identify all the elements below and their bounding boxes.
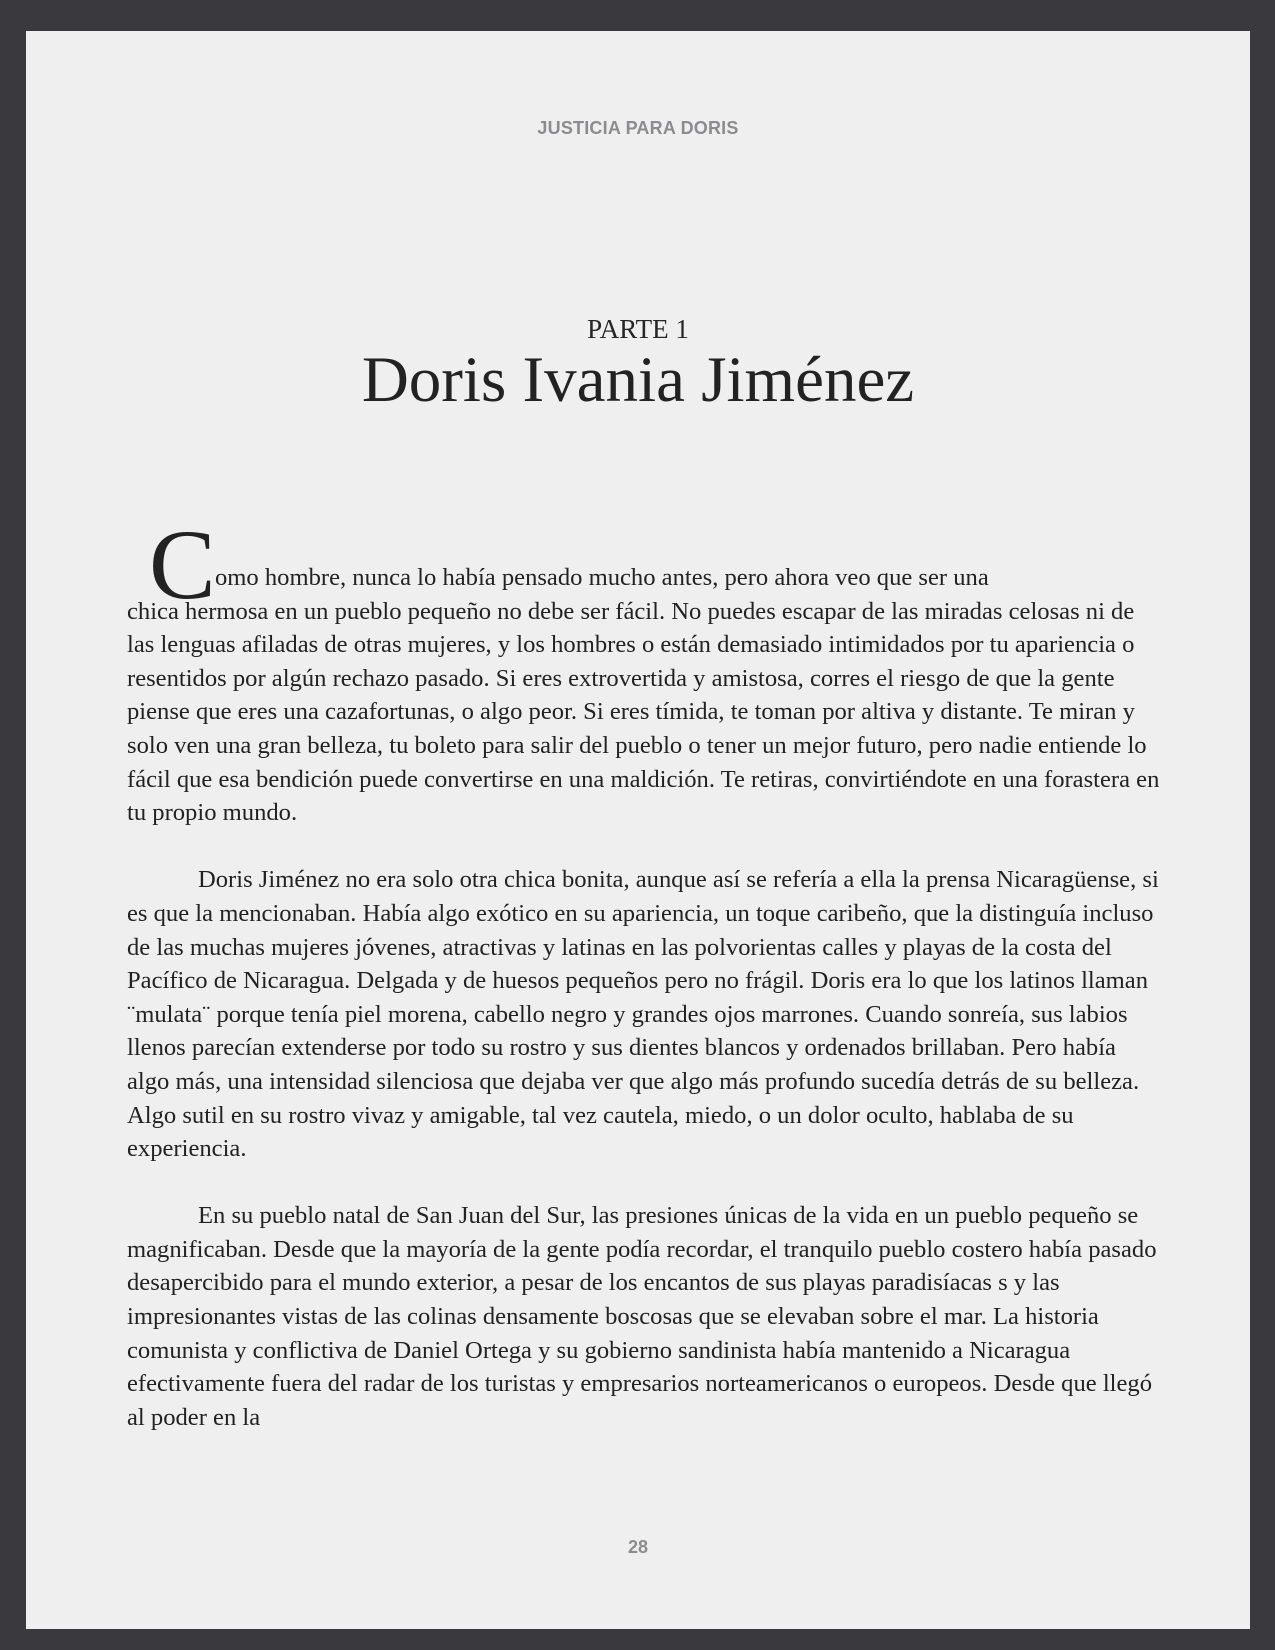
paragraph-3: En su pueblo natal de San Juan del Sur, las presiones únicas de la vida en un pueblo pequeño se magnificaban. Desde que la mayoría de la gente podía recordar, el tranquilo pueblo costero había pasado desapercibido para el mundo exterior, a pesar de los encantos de sus playas paradisíacas s y las impresionantes vistas de las colinas densamente boscosas que se elevaban sobre el mar. La historia comunista y conflictiva de Daniel Ortega y su gobierno sandinista había mantenido a Nicaragua efectivamente fuera del radar de los turistas y empresarios norteamericanos o europeos. Desde que llegó al poder en la [127, 1202, 1157, 1431]
paragraph-1-rest: chica hermosa en un pueblo pequeño no debe ser fácil. No puedes escapar de las miradas celosas ni de las lenguas afiladas de otras mujeres, y los hombres o están demasiado intimidados por tu apariencia o resentidos por algún rechazo pasado. Si eres extrovertida y amistosa, corres el riesgo de que la gente piense que eres una cazafortunas, o algo peor. Si eres tímida, te toman por altiva y distante. Te miran y solo ven una gran belleza, tu boleto para salir del pueblo o tener un mejor futuro, pero nadie entiende lo fácil que esa bendición puede convertirse en una maldición. Te retiras, convirtiéndote en una forastera en tu propio mundo. [127, 597, 1160, 827]
page-number: 28 [627, 1537, 649, 1557]
book-page [26, 31, 1250, 1629]
running-header: JUSTICIA PARA DORIS [537, 118, 739, 138]
paragraph-1-first-line [127, 509, 1163, 620]
part-label: PARTE 1 [587, 314, 689, 344]
paragraph-1 [127, 509, 1163, 830]
paragraph-2: Doris Jiménez no era solo otra chica bonita, aunque así se refería a ella la prensa Nicaragüense, si es que la mencionaban. Había algo exótico en su apariencia, un toque caribeño, que la distinguía incluso de las muchas mujeres jóvenes, atractivas y latinas en las polvorientas calles y playas de la costa del Pacífico de Nicaragua. Delgada y de huesos pequeños pero no frágil. Doris era lo que los latinos llaman ¨mulata¨ porque tenía piel morena, cabello negro y grandes ojos marrones. Cuando sonreía, sus labios llenos parecían extenderse por todo su rostro y sus dientes blancos y ordenados brillaban. Pero había algo más, una intensidad silenciosa que dejaba ver que algo más profundo sucedía detrás de su belleza. Algo sutil en su rostro vivaz y amigable, tal vez cautela, miedo, o un dolor oculto, hablaba de su experiencia. [127, 866, 1159, 1163]
paragraph-1-first-text: omo hombre, nunca lo había pensado mucho antes, pero ahora veo que ser una [215, 564, 989, 591]
body-text [127, 509, 1163, 1468]
drop-cap: C [149, 509, 216, 620]
chapter-title: Doris Ivania Jiménez [361, 344, 915, 416]
